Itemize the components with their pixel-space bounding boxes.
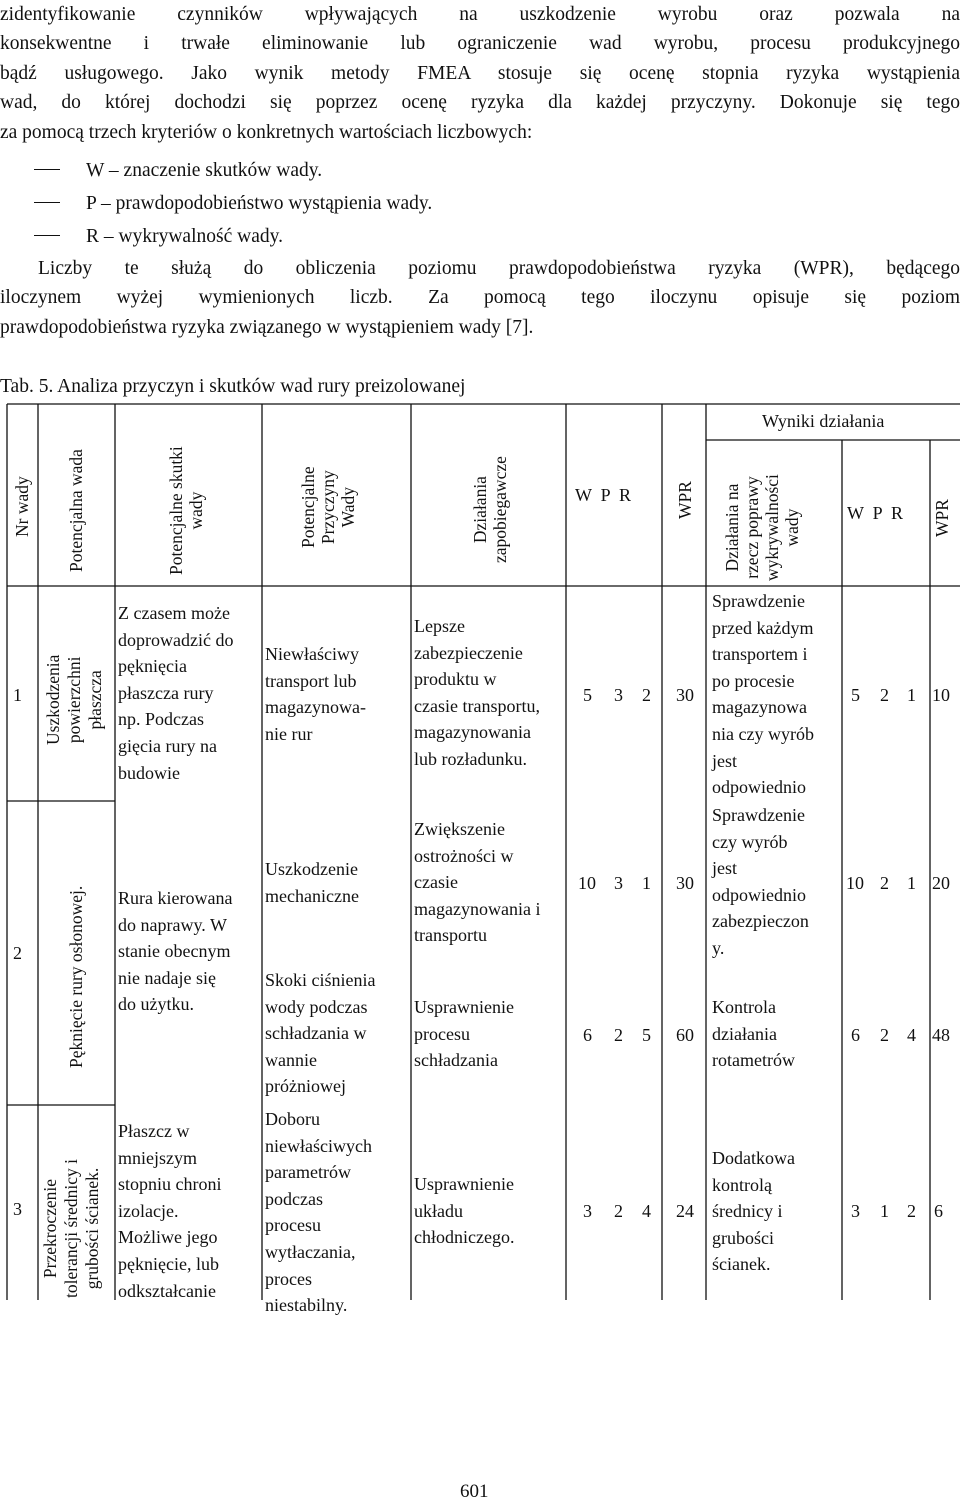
header-line: zapobiegawcze xyxy=(490,456,510,563)
w2-2: 10 xyxy=(846,873,864,893)
p2-2: 2 xyxy=(880,873,889,893)
text-line: konsekwentne i trwałe eliminowanie lub ograniczenie wad wyrobu, procesu produkcyjnego xyxy=(0,33,960,55)
text-line: prawdopodobieństwa ryzyka związanego w wystąpieniem wady [7]. xyxy=(0,316,534,338)
wpr2-2: 20 xyxy=(932,873,950,893)
wpr-3: 60 xyxy=(676,1025,694,1045)
header-line: wykrywalności xyxy=(762,474,782,581)
action-1: Sprawdzenie przed każdym transportem i po procesie magazynowa nia czy wyrób jest odpowiednio xyxy=(712,591,814,798)
defect-line: tolerancji średnicy i xyxy=(61,1159,81,1298)
cause-3: Skoki ciśnienia wody podczas schładzania w wannie próżniowej xyxy=(265,970,376,1097)
criteria-text: P – prawdopodobieństwo wystąpienia wady. xyxy=(86,193,433,214)
header-dzialania-poprawy xyxy=(722,474,802,581)
page-number: 601 xyxy=(460,1481,489,1502)
p-4: 2 xyxy=(614,1201,623,1221)
defect-line: grubości ścianek. xyxy=(82,1167,102,1290)
header-wpr-group: W P R xyxy=(575,485,632,505)
text-line: wad, do której dochodzi się poprzez ocenę ryzyka dla każdej przyczyny. Dokonuje się tego xyxy=(0,92,960,114)
w-1: 5 xyxy=(583,685,592,705)
wpr-1: 30 xyxy=(676,685,694,705)
action-2: Sprawdzenie czy wyrób jest odpowiednio zabezpieczon y. xyxy=(712,805,809,958)
cause-4: Doboru niewłaściwych parametrów podczas procesu wytłaczania, proces niestabilny. xyxy=(265,1109,372,1316)
wpr-2: 30 xyxy=(676,873,694,893)
effect-2: Rura kierowana do naprawy. W stanie obecnym nie nadaje się do użytku. xyxy=(118,888,233,1015)
prevent-1: Lepsze zabezpieczenie produktu w czasie transportu, magazynowania lub rozładunku. xyxy=(414,616,540,769)
header-przyczyny xyxy=(298,466,358,548)
r2-4: 2 xyxy=(907,1201,916,1221)
cause-2: Uszkodzenie mechaniczne xyxy=(265,859,359,906)
p2-4: 1 xyxy=(880,1201,889,1221)
r2-1: 1 xyxy=(907,685,916,705)
criteria-text: W – znaczenie skutków wady. xyxy=(86,160,323,181)
wpr-4: 24 xyxy=(676,1201,694,1221)
header-line: Wady xyxy=(338,486,358,528)
criteria-text: R – wykrywalność wady. xyxy=(86,226,283,247)
header-line: Potencjalne xyxy=(298,466,318,548)
p2-3: 2 xyxy=(880,1025,889,1045)
r-3: 5 xyxy=(642,1025,651,1045)
defect-line: Uszkodzenia xyxy=(43,654,63,745)
defect-1 xyxy=(43,655,106,745)
r-2: 1 xyxy=(642,873,651,893)
r2-3: 4 xyxy=(907,1025,916,1045)
defect-line: Przekroczenie xyxy=(40,1178,60,1279)
action-4: Dodatkowa kontrolą średnicy i grubości ścianek. xyxy=(712,1148,795,1275)
prevent-4: Usprawnienie układu chłodniczego. xyxy=(414,1174,515,1248)
header-wpr: WPR xyxy=(675,481,695,519)
header-line: wady xyxy=(782,508,802,547)
text-line: Liczby te służą do obliczenia poziomu prawdopodobieństwa ryzyka (WPR), będącego xyxy=(38,258,960,279)
action-3: Kontrola działania rotametrów xyxy=(712,997,795,1071)
w-4: 3 xyxy=(583,1201,592,1221)
prevent-2: Zwiększenie ostrożności w czasie magazynowania i transportu xyxy=(414,819,541,946)
w2-1: 5 xyxy=(851,685,860,705)
effect-1: Z czasem może doprowadzić do pęknięcia płaszcza rury np. Podczas gięcia rury na budowie xyxy=(118,603,234,783)
r-1: 2 xyxy=(642,685,651,705)
w-3: 6 xyxy=(583,1025,592,1045)
defect-line: powierzchni xyxy=(64,656,84,744)
header-line: Potencjalne skutki xyxy=(166,446,186,575)
p-3: 2 xyxy=(614,1025,623,1045)
r-4: 4 xyxy=(642,1201,651,1221)
p-1: 3 xyxy=(614,685,623,705)
defect-2 xyxy=(66,886,86,1068)
table-caption: Tab. 5. Analiza przyczyn i skutków wad rury preizolowanej xyxy=(0,376,466,397)
effect-3: Płaszcz w mniejszym stopniu chroni izolacje. Możliwe jego pęknięcie, lub odkształcanie xyxy=(118,1121,222,1301)
defect-line: płaszcza xyxy=(85,670,105,730)
header-nr-wady: Nr wady xyxy=(12,476,32,537)
p-2: 3 xyxy=(614,873,623,893)
row-nr-2: 2 xyxy=(13,943,22,963)
w-2: 10 xyxy=(578,873,596,893)
header-line: Działania na xyxy=(722,483,742,572)
wpr2-4: 6 xyxy=(934,1201,943,1221)
header-potencjalna-wada: Potencjalna wada xyxy=(66,449,86,572)
header-line: rzecz poprawy xyxy=(742,476,762,579)
defect-3 xyxy=(40,1159,103,1298)
prevent-3: Usprawnienie procesu schładzania xyxy=(414,997,514,1071)
w2-4: 3 xyxy=(851,1201,860,1221)
header-line: Działania xyxy=(470,476,490,544)
text-line: za pomocą trzech kryteriów o konkretnych wartościach liczbowych: xyxy=(0,121,533,143)
header-line: wady xyxy=(186,491,206,530)
wpr2-3: 48 xyxy=(932,1025,950,1045)
w2-3: 6 xyxy=(851,1025,860,1045)
header-wyniki: Wyniki działania xyxy=(762,411,885,431)
p2-1: 2 xyxy=(880,685,889,705)
defect-line: Pęknięcie rury osłonowej. xyxy=(66,885,86,1068)
row-nr-1: 1 xyxy=(13,685,22,705)
text-line: zidentyfikowanie czynników wpływających na uszkodzenie wyrobu oraz pozwala na xyxy=(0,4,960,25)
cause-1: Niewłaściwy transport lub magazynowa- nie rur xyxy=(265,644,366,744)
wpr2-1: 10 xyxy=(932,685,950,705)
r2-2: 1 xyxy=(907,873,916,893)
header-zapobiegawcze xyxy=(470,456,510,563)
row-nr-3: 3 xyxy=(13,1199,22,1219)
header-skutki xyxy=(166,446,206,575)
text-line: iloczynem wyżej wymienionych liczb. Za pomocą tego iloczynu opisuje się poziom xyxy=(0,287,960,309)
header-wpr-2: WPR xyxy=(932,499,952,537)
text-line: bądź usługowego. Jako wynik metody FMEA stosuje się ocenę stopnia ryzyka wystąpienia xyxy=(0,62,960,84)
header-line: Przyczyny xyxy=(318,470,338,545)
header-wpr-group-2: W P R xyxy=(847,503,904,523)
